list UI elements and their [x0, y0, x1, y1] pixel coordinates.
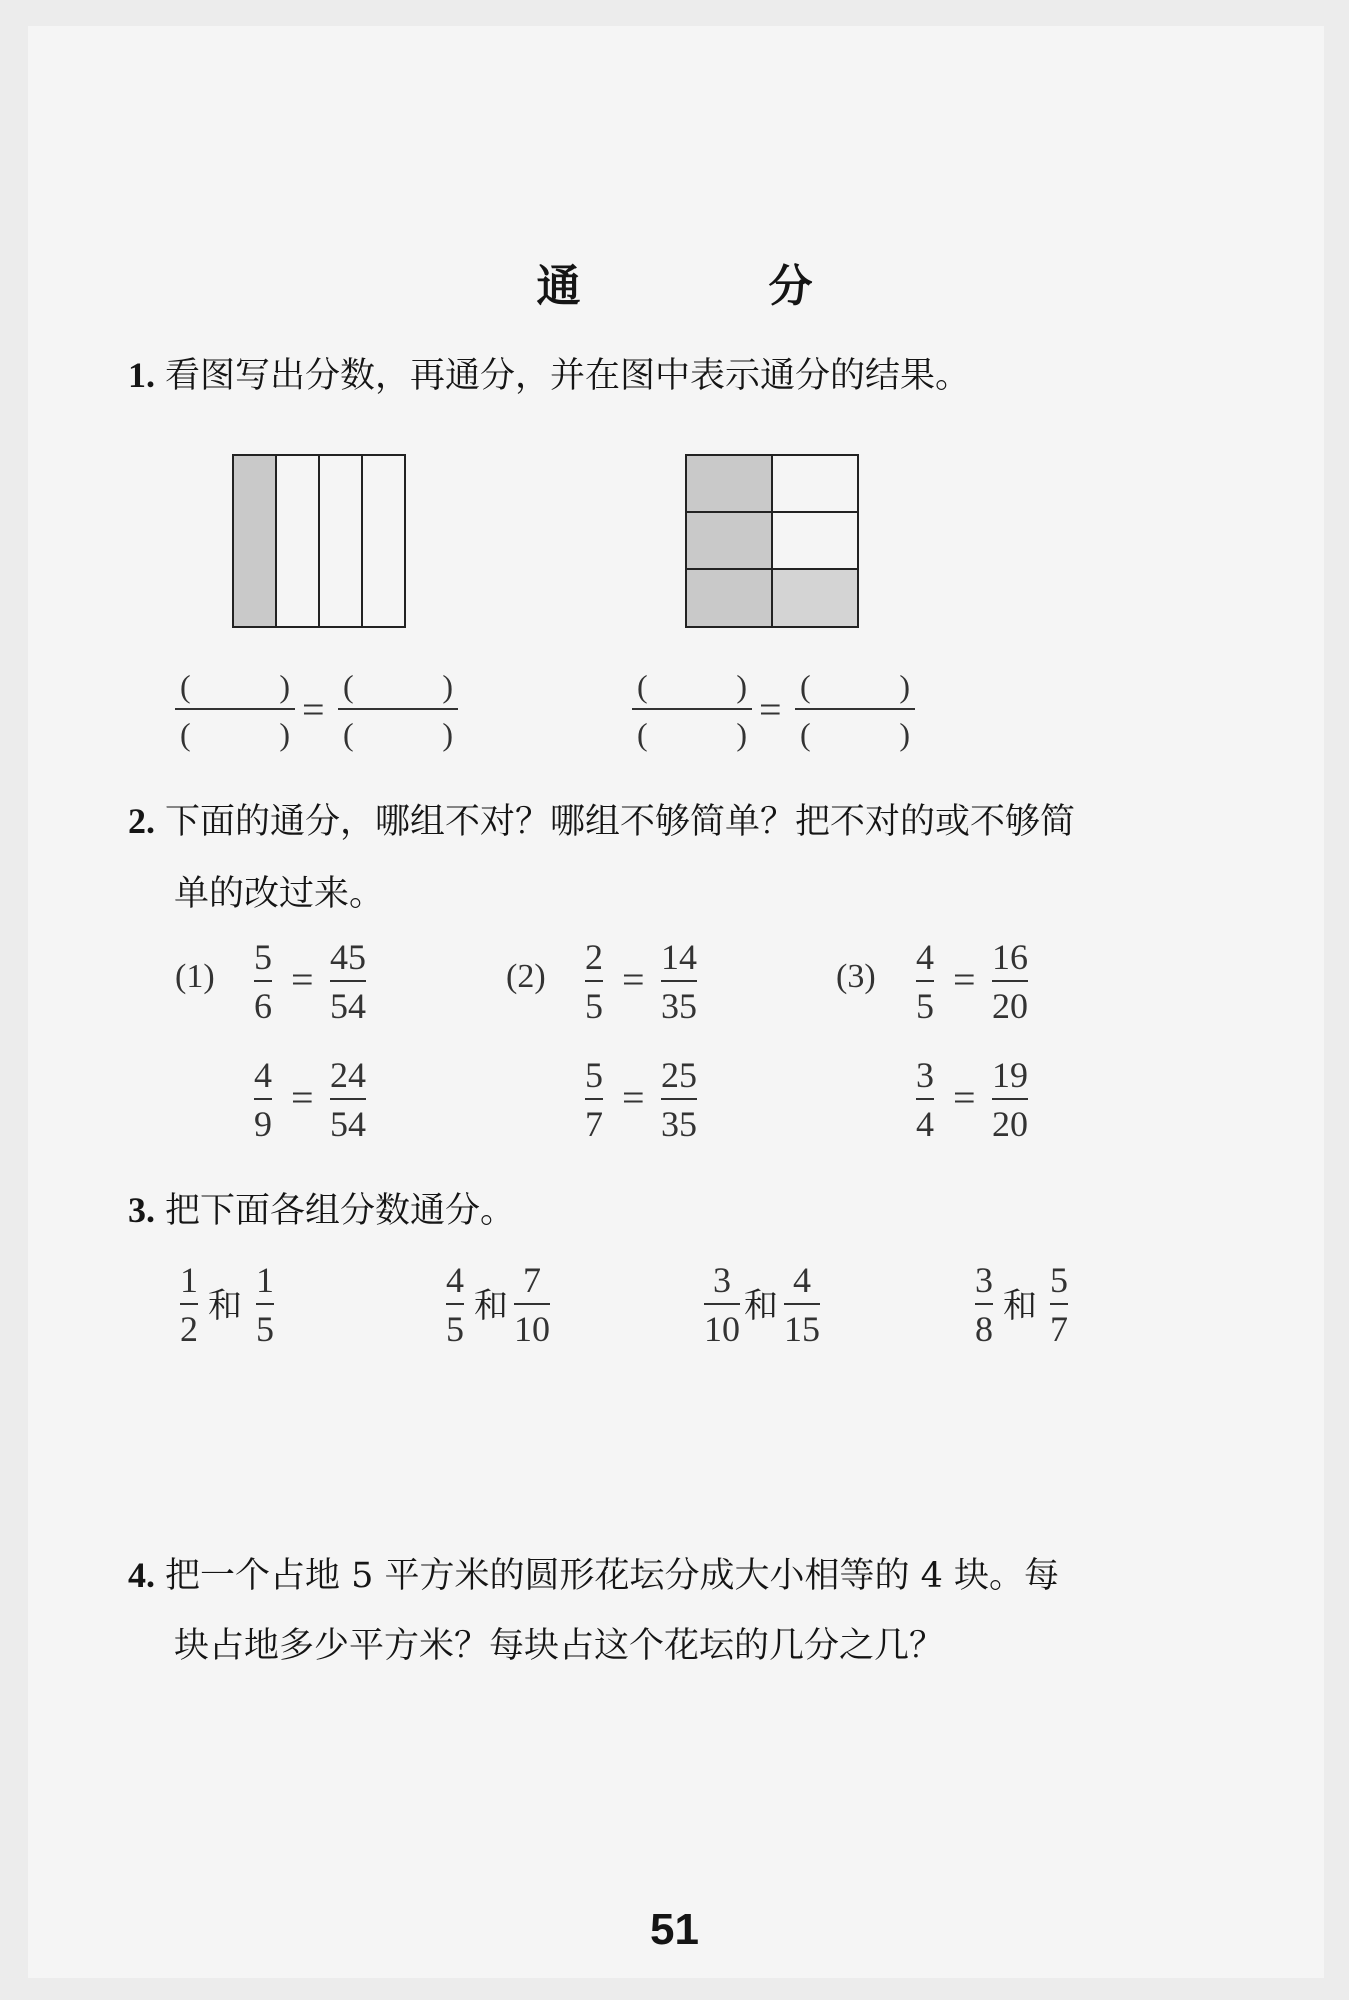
- figure-grid-six: [685, 454, 861, 630]
- fraction: 3 8: [975, 1260, 993, 1349]
- connector-he: 和: [744, 1286, 778, 1326]
- equals-sign: =: [291, 1075, 314, 1120]
- fraction: 3 4: [916, 1055, 934, 1144]
- fraction: 4 15: [784, 1260, 820, 1349]
- fraction: 45 54: [330, 937, 366, 1026]
- question-3-number: 3.: [128, 1190, 155, 1230]
- fraction: 4 5: [916, 937, 934, 1026]
- equals-sign: =: [291, 957, 314, 1002]
- question-3: [128, 1183, 515, 1233]
- fraction: 24 54: [330, 1055, 366, 1144]
- connector-he: 和: [208, 1286, 242, 1326]
- question-4-line2: 块占地多少平方米？每块占这个花坛的几分之几？: [174, 1626, 945, 1666]
- group-label-3: (3): [836, 958, 876, 995]
- fraction: 3 10: [704, 1260, 740, 1349]
- answer-blank-fraction[interactable]: ( ) ( ): [175, 668, 295, 748]
- fraction: 7 10: [514, 1260, 550, 1349]
- answer-blank-fraction[interactable]: ( ) ( ): [632, 668, 752, 748]
- fraction: 4 9: [254, 1055, 272, 1144]
- group-label-2: (2): [506, 958, 546, 995]
- question-2-number: 2.: [128, 801, 155, 841]
- fraction: 2 5: [585, 937, 603, 1026]
- fraction: 14 35: [661, 937, 697, 1026]
- fraction: 1 2: [180, 1260, 198, 1349]
- answer-blank-fraction[interactable]: ( ) ( ): [338, 668, 458, 748]
- equals-sign: =: [622, 957, 645, 1002]
- fraction: 5 7: [585, 1055, 603, 1144]
- connector-he: 和: [474, 1286, 508, 1326]
- question-1-text: 看图写出分数，再通分，并在图中表示通分的结果。: [165, 356, 971, 396]
- question-4: [128, 1548, 1059, 1598]
- fraction: 25 35: [661, 1055, 697, 1144]
- question-3-text: 把下面各组分数通分。: [165, 1191, 516, 1231]
- fraction: 16 20: [992, 937, 1028, 1026]
- question-2-text-line1: 下面的通分，哪组不对？哪组不够简单？把不对的或不够简: [165, 802, 1076, 842]
- fraction: 5 6: [254, 937, 272, 1026]
- question-4-text-line1: 把一个占地 5 平方米的圆形花坛分成大小相等的 4 块。每: [165, 1556, 1060, 1596]
- figure-vertical-strips: [232, 454, 408, 630]
- fraction: 5 7: [1050, 1260, 1068, 1349]
- answer-blank-fraction[interactable]: ( ) ( ): [795, 668, 915, 748]
- question-2: [128, 794, 1075, 844]
- fraction: 19 20: [992, 1055, 1028, 1144]
- equals-sign: =: [302, 687, 325, 732]
- question-1: [128, 348, 970, 398]
- equals-sign: =: [759, 687, 782, 732]
- equals-sign: =: [622, 1075, 645, 1120]
- equals-sign: =: [953, 957, 976, 1002]
- fraction: 4 5: [446, 1260, 464, 1349]
- shaded-strip: [233, 455, 276, 627]
- question-1-number: 1.: [128, 355, 155, 395]
- equals-sign: =: [953, 1075, 976, 1120]
- page-title: 通 分: [536, 261, 885, 312]
- question-2-line2: 单的改过来。: [174, 874, 385, 914]
- group-label-1: (1): [175, 958, 215, 995]
- question-4-number: 4.: [128, 1555, 155, 1595]
- fraction: 1 5: [256, 1260, 274, 1349]
- connector-he: 和: [1003, 1286, 1037, 1326]
- page-number: 51: [650, 1905, 699, 1954]
